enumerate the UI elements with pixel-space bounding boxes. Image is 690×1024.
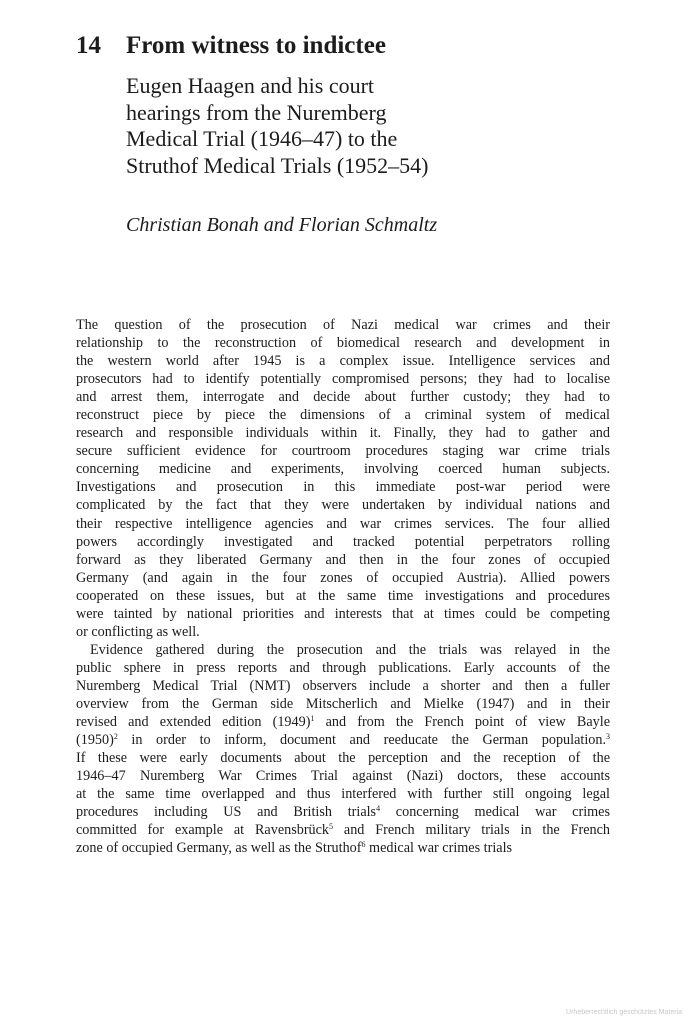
chapter-heading bbox=[76, 30, 386, 62]
text-line: committed for example at Ravensbrück$^5$ and French military trials in the French bbox=[76, 822, 610, 839]
text-line: overview from the German side Mitscherlich and Mielke (1947) and in their bbox=[76, 695, 610, 712]
text-line: Investigations and prosecution in this immediate post-war period were bbox=[76, 479, 610, 496]
footnote-marker: 5 bbox=[329, 822, 334, 832]
footnote-marker: 1 bbox=[310, 714, 315, 724]
text-line: revised and extended edition $(1949)^1$ and from the French point of view Bayle bbox=[76, 714, 611, 731]
text-line: cooperated on these issues, but at the same time investigations and procedures bbox=[76, 587, 610, 604]
footnote-marker: 2 bbox=[113, 732, 118, 742]
text-line: relationship to the reconstruction of biomedical research and development in bbox=[76, 335, 610, 352]
text-line: Germany (and again in the four zones of occupied Austria). Allied powers bbox=[76, 569, 610, 586]
footnote-marker: 6 bbox=[361, 840, 366, 850]
text-line: or conflicting as well. bbox=[76, 623, 200, 640]
footnote-marker: 4 bbox=[376, 804, 381, 814]
body-text bbox=[76, 316, 610, 857]
text-line: $(1950)^2$ in order to inform, document and reeducate the German population.$^3$ bbox=[76, 732, 610, 749]
subtitle-line: Medical Trial (1946–47) to the bbox=[126, 126, 398, 151]
chapter-number: 14 bbox=[76, 32, 101, 59]
text-line: procedures including US and British trials$^4$ concerning medical war crimes bbox=[76, 804, 610, 821]
footnote-marker: 3 bbox=[606, 732, 610, 742]
text-line: secure sufficient evidence for courtroom procedures staging war crime trials bbox=[76, 443, 610, 460]
text-line: 1946–47 Nuremberg War Crimes Trial against (Nazi) doctors, these accounts bbox=[76, 768, 610, 785]
text-line: Evidence gathered during the prosecution and the trials was relayed in the bbox=[90, 641, 610, 658]
text-line: at the same time overlapped and thus interfered with further still ongoing legal bbox=[76, 786, 610, 803]
text-line: The question of the prosecution of Nazi medical war crimes and their bbox=[76, 317, 610, 333]
text-line: zone of occupied Germany, as well as the Struthof$^6$ medical war crimes trials bbox=[76, 840, 513, 857]
chapter-title: From witness to indictee bbox=[126, 32, 386, 59]
text-line: the western world after 1945 is a complex issue. Intelligence services and bbox=[76, 353, 610, 370]
text-line: forward as they liberated Germany and then in the four zones of occupied bbox=[76, 551, 610, 568]
chapter-authors: Christian Bonah and Florian Schmaltz bbox=[126, 214, 438, 236]
text-line: their respective intelligence agencies and war crimes services. The four allied bbox=[76, 515, 610, 532]
text-line: public sphere in press reports and through publications. Early accounts of the bbox=[76, 659, 610, 676]
text-line: powers accordingly investigated and tracked potential perpetrators rolling bbox=[76, 533, 610, 550]
paragraph-1 bbox=[76, 316, 610, 641]
text-line: prosecutors had to identify potentially compromised persons; they had to localise bbox=[76, 371, 610, 388]
text-line: If these were early documents about the perception and the reception of the bbox=[76, 750, 610, 767]
text-line: research and responsible individuals within it. Finally, they had to gather and bbox=[76, 425, 610, 442]
watermark: Urheberrechtlich geschütztes Materia bbox=[566, 1009, 682, 1016]
subtitle-line: hearings from the Nuremberg bbox=[126, 99, 387, 125]
subtitle-line: Struthof Medical Trials (1952–54) bbox=[126, 152, 429, 178]
text-line: Nuremberg Medical Trial (NMT) observers include a shorter and then a fuller bbox=[76, 677, 610, 694]
chapter-subtitle bbox=[126, 73, 646, 179]
text-line: and arrest them, interrogate and decide about further custody; they had to bbox=[76, 389, 610, 406]
text-line: reconstruct piece by piece the dimensions of a criminal system of medical bbox=[76, 407, 610, 424]
paragraph-2 bbox=[76, 641, 610, 858]
text-line: were tainted by national priorities and interests that at times could be competing bbox=[76, 605, 610, 622]
subtitle-line: Eugen Haagen and his court bbox=[126, 73, 375, 98]
text-line: concerning medicine and experiments, involving coerced human subjects. bbox=[76, 461, 610, 478]
text-line: complicated by the fact that they were undertaken by individual nations and bbox=[76, 497, 610, 514]
